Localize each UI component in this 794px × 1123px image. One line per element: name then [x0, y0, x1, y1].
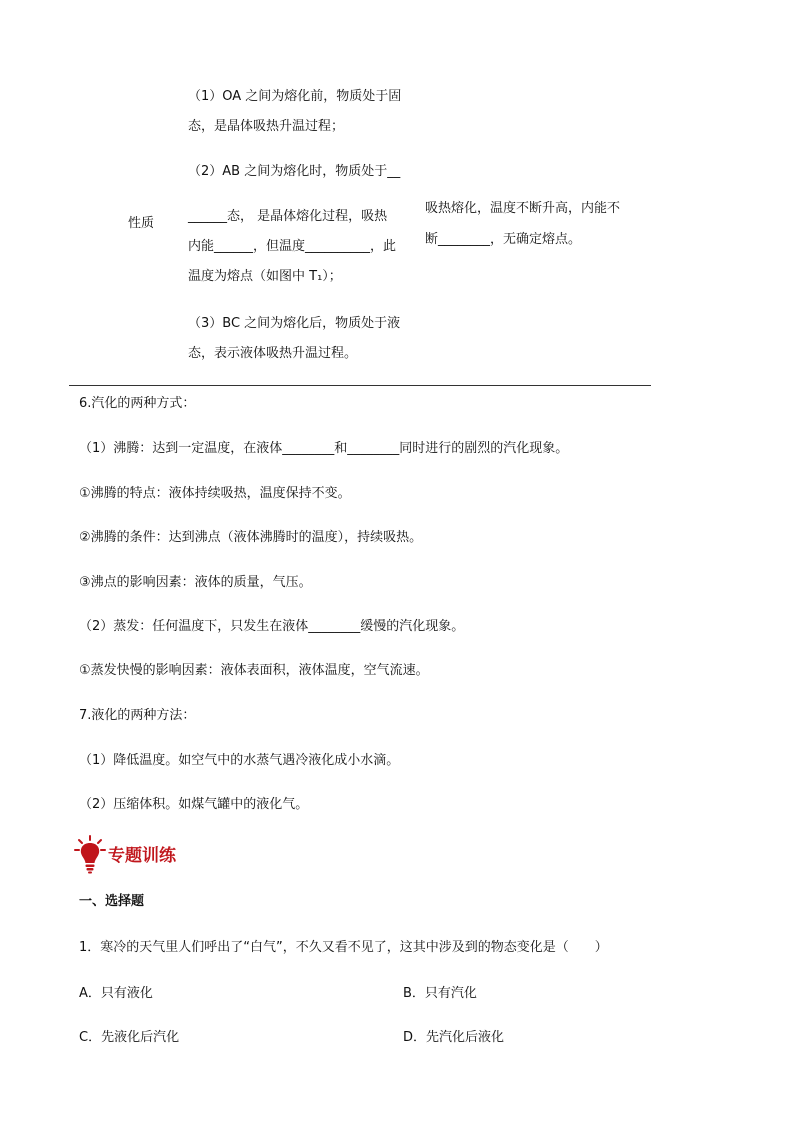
- amorphous-text-line: 吸热熔化，温度不断升高，内能不: [425, 201, 621, 216]
- crystal-text-line: 内能______，但温度__________，此: [188, 239, 397, 254]
- boiling-point-item: ③沸点的影响因素：液体的质量，气压。: [79, 575, 312, 590]
- option-b: B．只有汽化: [403, 986, 477, 1001]
- table-bottom-rule: [69, 385, 651, 386]
- liquefaction-method-item: （2）压缩体积。如煤气罐中的液化气。: [79, 797, 309, 812]
- evaporation-definition: （2）蒸发：任何温度下，只发生在液体________缓慢的汽化现象。: [79, 619, 465, 634]
- crystal-text-line: 态，是晶体吸热升温过程；: [188, 119, 345, 134]
- option-a: A．只有液化: [79, 986, 153, 1001]
- row-label: 性质: [128, 216, 155, 231]
- crystal-text-line: （2）AB 之间为熔化时，物质处于__: [188, 164, 401, 179]
- crystal-text-line: 态，表示液体吸热升温过程。: [188, 346, 358, 361]
- crystal-text-line: 温度为熔点（如图中 T₁）；: [188, 269, 342, 284]
- crystal-text-line: ______态， 是晶体熔化过程，吸热: [188, 209, 388, 224]
- boiling-definition: （1）沸腾：达到一定温度，在液体________和________同时进行的剧烈的汽化现象。: [79, 441, 569, 456]
- heading-text: 专题训练: [108, 846, 176, 866]
- lightbulb-icon: [74, 835, 106, 879]
- crystal-text-line: （1）OA 之间为熔化前，物质处于固: [188, 89, 402, 104]
- option-d: D．先汽化后液化: [403, 1030, 505, 1045]
- amorphous-text-line: 断________，无确定熔点。: [425, 232, 582, 247]
- part-1-title: 一、选择题: [79, 894, 145, 909]
- section-6-title: 6.汽化的两种方式：: [79, 396, 196, 411]
- question-stem: 1．寒冷的天气里人们呼出了“白气”，不久又看不见了，这其中涉及到的物态变化是（ ）: [79, 940, 608, 955]
- liquefaction-method-item: （1）降低温度。如空气中的水蒸气遇冷液化成小水滴。: [79, 753, 400, 768]
- boiling-point-item: ①沸腾的特点：液体持续吸热，温度保持不变。: [79, 486, 351, 501]
- crystal-text-line: （3）BC 之间为熔化后，物质处于液: [188, 316, 401, 331]
- section-7-title: 7.液化的两种方法：: [79, 708, 196, 723]
- boiling-point-item: ②沸腾的条件：达到沸点（液体沸腾时的温度），持续吸热。: [79, 530, 423, 545]
- evaporation-point-item: ①蒸发快慢的影响因素：液体表面积，液体温度，空气流速。: [79, 663, 429, 678]
- option-c: C．先液化后汽化: [79, 1030, 180, 1045]
